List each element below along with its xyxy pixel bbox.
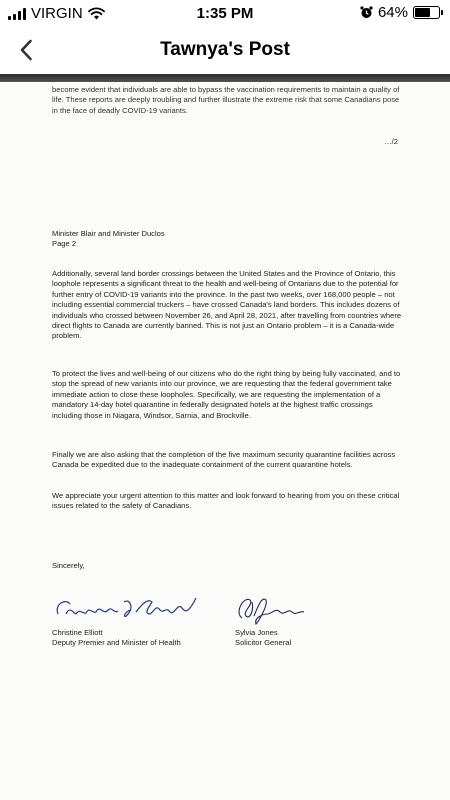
- battery-icon: [413, 6, 440, 19]
- letter-document[interactable]: [0, 82, 450, 800]
- status-right: [360, 4, 440, 21]
- closing: Sincerely,: [52, 561, 85, 570]
- body-paragraph-3: Finally we are also asking that the completion of the five maximum security quarantine facilities across Canada be expedited due to the inadequate containment of the current quarantine hotels.: [52, 450, 396, 470]
- addressee-line: Minister Blair and Minister Duclos: [52, 229, 165, 238]
- signer-title: Solicitor General: [235, 638, 292, 648]
- signer-jones: [235, 628, 291, 649]
- battery-fill: [415, 8, 430, 17]
- signature-elliott: [52, 592, 202, 624]
- carrier-label: VIRGIN: [31, 5, 83, 22]
- body-paragraph-2: To protect the lives and well-being of our citizens who do the right thing by being fully vaccinated, and to stop the spread of new variants into our province, we are requesting that the federal government take immediate action to close these loopholes. Specifically, we are requesting the implementation of a mandatory 14-day hotel quarantine in federally designated hotels at the highest traffic crossings including those in Niagara, Windsor, Sarnia, and Brockville.: [52, 369, 401, 420]
- addressee-block: [52, 229, 404, 250]
- body-paragraph-1: Additionally, several land border crossings between the United States and the Province of Ontario, this loophole represents a significant threat to the health and well-being of Ontarians due to the potential for further entry of COVID-19 variants into the province. In the past two weeks, over 168,000 people – not including essential commercial truckers – have crossed Canada's land borders. This includes dozens of individuals who crossed between November 26, and April 28, 2021, after travelling from countries where direct flights to Canada are currently banned. This is not just an Ontario problem – it is a Canada-wide problem.: [52, 269, 402, 341]
- signer-title: Deputy Premier and Minister of Health: [52, 638, 181, 648]
- signer-elliott: [52, 628, 181, 649]
- battery-percent: 64%: [377, 4, 408, 21]
- signer-name: Sylvia Jones: [235, 628, 278, 637]
- page-ref: …/2: [384, 137, 398, 146]
- alarm-icon: [360, 6, 373, 19]
- status-time: 1:35 PM: [196, 5, 254, 22]
- body-paragraph-4: We appreciate your urgent attention to this matter and look forward to hearing from you on these critical issues related to the safety of Canadians.: [52, 491, 400, 511]
- signature-jones: [232, 592, 312, 626]
- signer-name: Christine Elliott: [52, 628, 103, 637]
- page-number-line: Page 2: [52, 239, 77, 249]
- nav-bar: [0, 28, 450, 74]
- status-bar: [0, 0, 450, 28]
- page-title: Tawnya's Post: [160, 39, 290, 60]
- cutoff-paragraph: become evident that individuals are able to bypass the vaccination requirements to maintain a quality of life. These reports are deeply troubling and further illustrate the extreme risk that some Canadians pose in the face of deadly COVID-19 variants.: [52, 85, 400, 115]
